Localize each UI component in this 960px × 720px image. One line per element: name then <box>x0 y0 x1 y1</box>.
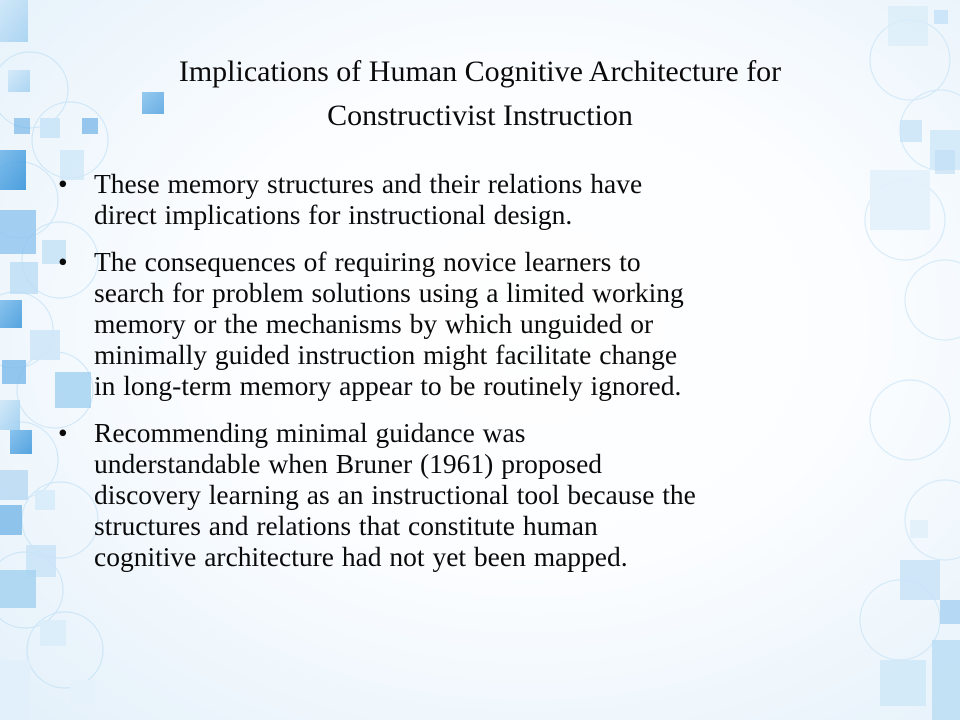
bullet-2-line-5: in long-term memory appear to be routinely ignored. <box>94 370 682 401</box>
bullet-dot: • <box>58 417 68 448</box>
bullet-3-line-3: discovery learning as an instructional tool because the <box>94 479 696 510</box>
bullet-3-line-5: cognitive architecture had not yet been mapped. <box>94 541 628 572</box>
title-line-1: Implications of Human Cognitive Architecture for <box>178 55 782 88</box>
bullet-2-line-2: search for problem solutions using a limited working <box>94 277 684 308</box>
bullet-2-line-4: minimally guided instruction might facilitate change <box>94 339 678 370</box>
bullet-2-line-3: memory or the mechanisms by which unguided or <box>94 308 654 339</box>
bullet-item <box>58 417 908 572</box>
slide-title <box>40 50 920 138</box>
bullet-item <box>58 168 908 230</box>
bullet-1-line-1: These memory structures and their relations have <box>94 168 643 199</box>
bullet-list <box>58 168 908 588</box>
bullet-3-line-2: understandable when Bruner (1961) proposed <box>94 448 603 479</box>
bullet-3-line-1: Recommending minimal guidance was <box>94 417 526 448</box>
bullet-item <box>58 246 908 401</box>
bullet-1-line-2: direct implications for instructional design. <box>94 199 573 230</box>
bullet-dot: • <box>58 246 68 277</box>
bullet-2-line-1: The consequences of requiring novice learners to <box>94 246 641 277</box>
bullet-3-line-4: structures and relations that constitute human <box>94 510 598 541</box>
title-line-2: Constructivist Instruction <box>327 99 633 132</box>
bullet-dot: • <box>58 168 68 199</box>
